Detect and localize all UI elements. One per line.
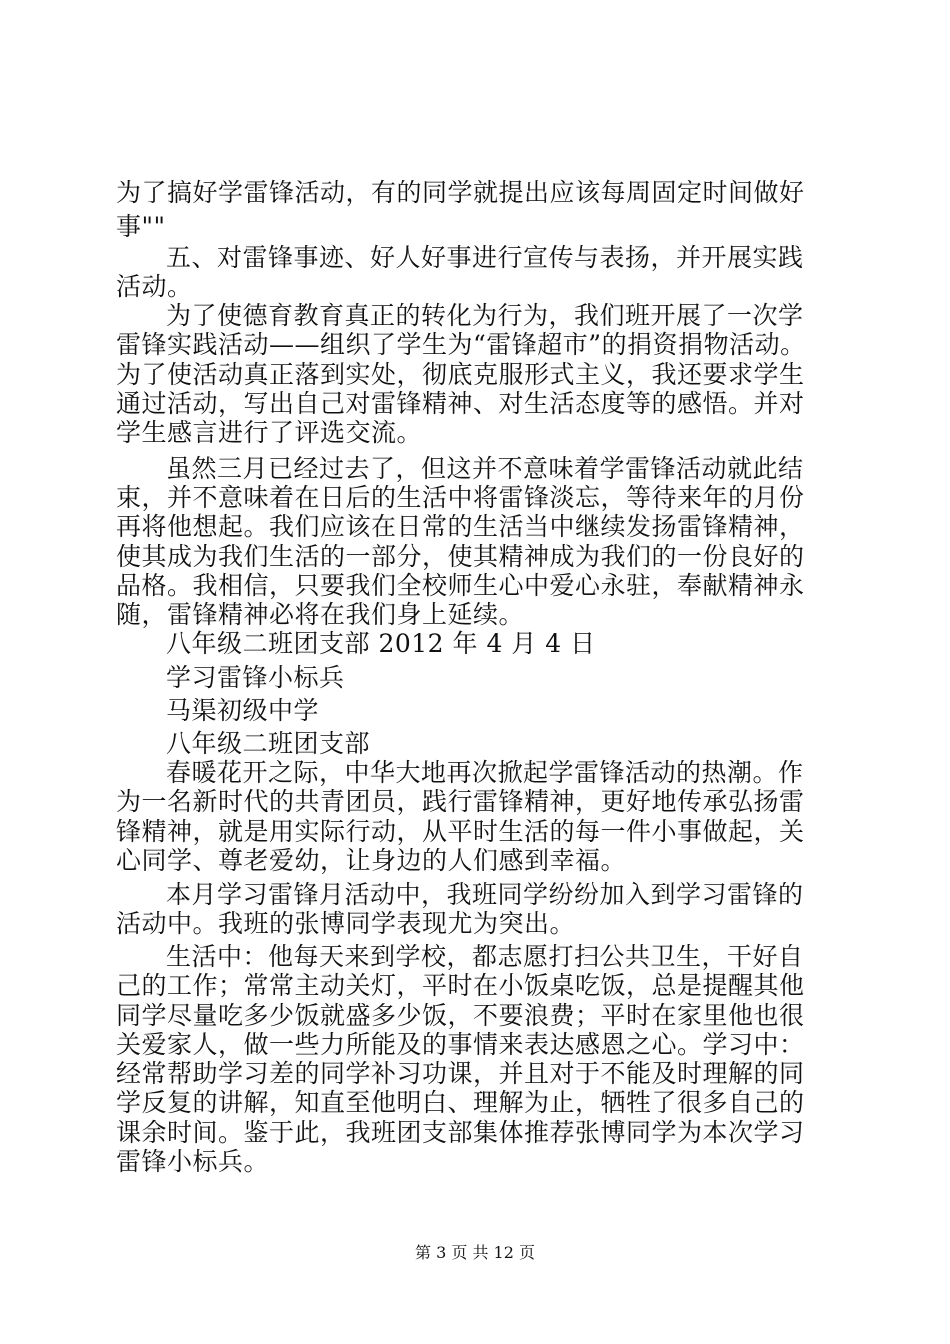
text-line: 雷锋实践活动——组织了学生为“雷锋超市”的捐资捐物活动。 (116, 330, 806, 359)
text-line: 束，并不意味着在日后的生活中将雷锋淡忘，等待来年的月份 (116, 483, 805, 512)
text-line: 春暖花开之际，中华大地再次掀起学雷锋活动的热潮。作 (166, 758, 804, 787)
text-line: 经常帮助学习差的同学补习功课，并且对于不能及时理解的同 (116, 1059, 805, 1088)
school-name: 马渠初级中学 (166, 696, 320, 725)
text-line: 锋精神，就是用实际行动，从平时生活的每一件小事做起，关 (116, 817, 805, 846)
text-line: 使其成为我们生活的一部分，使其精神成为我们的一份良好的 (116, 542, 805, 571)
text-line: 为一名新时代的共青团员，践行雷锋精神，更好地传承弘扬雷 (116, 787, 805, 816)
text-line: 学生感言进行了评选交流。 (116, 418, 423, 447)
text-line: 雷锋小标兵。 (116, 1147, 270, 1176)
text-line: 课余时间。鉴于此，我班团支部集体推荐张博同学为本次学习 (116, 1118, 805, 1147)
text-line: 活动中。我班的张博同学表现尤为突出。 (116, 909, 576, 938)
text-line: 心同学、尊老爱幼，让身边的人们感到幸福。 (116, 846, 627, 875)
section-title: 学习雷锋小标兵 (166, 663, 345, 692)
text-line: 通过活动，写出自己对雷锋精神、对生活态度等的感悟。并对 (116, 389, 805, 418)
text-line: 活动。 (116, 272, 193, 301)
text-line: 为了搞好学雷锋活动，有的同学就提出应该每周固定时间做好 (116, 178, 805, 207)
text-line: 随，雷锋精神必将在我们身上延续。 (116, 600, 525, 629)
text-line: 为了使德育教育真正的转化为行为，我们班开展了一次学 (166, 301, 804, 330)
text-line: 再将他想起。我们应该在日常的生活当中继续发扬雷锋精神， (116, 512, 805, 541)
text-line: 生活中：他每天来到学校，都志愿打扫公共卫生，干好自 (166, 942, 804, 971)
text-line: 学反复的讲解，知直至他明白、理解为止，牺牲了很多自己的 (116, 1088, 805, 1117)
class-name: 八年级二班团支部 (166, 729, 371, 758)
text-line: 为了使活动真正落到实处，彻底克服形式主义，我还要求学生 (116, 360, 805, 389)
text-line: 关爱家人，做一些力所能及的事情来表达感恩之心。学习中： (116, 1030, 805, 1059)
text-line: 本月学习雷锋月活动中，我班同学纷纷加入到学习雷锋的 (166, 880, 804, 909)
text-line: 同学尽量吃多少饭就盛多少饭，不要浪费；平时在家里他也很 (116, 1001, 805, 1030)
page-footer: 第 3 页 共 12 页 (415, 1243, 535, 1262)
text-line: 己的工作；常常主动关灯，平时在小饭桌吃饭，总是提醒其他 (116, 971, 805, 1000)
text-line: 五、对雷锋事迹、好人好事进行宣传与表扬，并开展实践 (166, 243, 804, 272)
text-line: 品格。我相信，只要我们全校师生心中爱心永驻，奉献精神永 (116, 571, 805, 600)
text-line: 事"" (116, 212, 166, 241)
text-line: 虽然三月已经过去了，但这并不意味着学雷锋活动就此结 (166, 454, 804, 483)
signature-line: 八年级二班团支部 2012 年 4 月 4 日 (166, 629, 596, 658)
